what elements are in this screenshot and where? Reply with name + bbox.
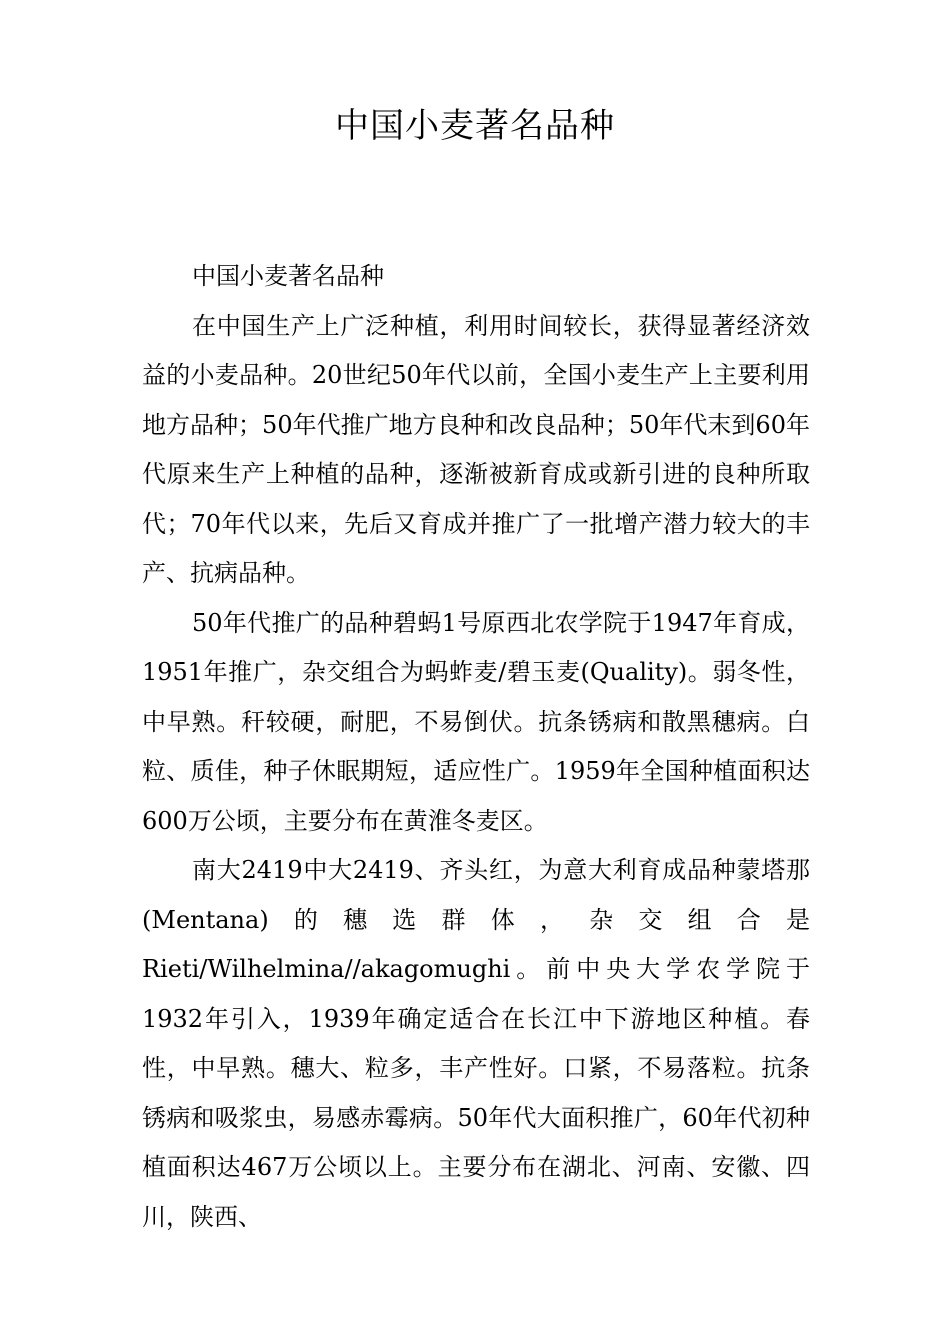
- document-body: [142, 252, 810, 1242]
- bima-paragraph: 50年代推广的品种碧蚂1号原西北农学院于1947年育成，1951年推广，杂交组合为蚂蚱麦/碧玉麦(Quality)。弱冬性，中早熟。秆较硬，耐肥，不易倒伏。抗条锈病和散黑穗病。白粒、质佳，种子休眠期短，适应性广。1959年全国种植面积达600万公顷，主要分布在黄淮冬麦区。: [142, 608, 810, 835]
- nanda-paragraph: 南大2419中大2419、齐头红，为意大利育成品种蒙塔那(Mentana)的穗选群体，杂交组合是Rieti/Wilhelmina//akagomughi。前中央大学农学院于1932年引入，1939年确定适合在长江中下游地区种植。春性，中早熟。穗大、粒多，丰产性好。口紧，不易落粒。抗条锈病和吸浆虫，易感赤霉病。50年代大面积推广，60年代初种植面积达467万公顷以上。主要分布在湖北、河南、安徽、四川，陕西、: [142, 856, 810, 1231]
- intro-paragraph: 在中国生产上广泛种植，利用时间较长，获得显著经济效益的小麦品种。20世纪50年代以前，全国小麦生产上主要利用地方品种；50年代推广地方良种和改良品种；50年代末到60年代原来生产上种植的品种，逐渐被新育成或新引进的良种所取代；70年代以来，先后又育成并推广了一批增产潜力较大的丰产、抗病品种。: [142, 311, 810, 587]
- document-title: 中国小麦著名品种: [335, 106, 615, 146]
- subtitle-paragraph: 中国小麦著名品种: [192, 262, 384, 290]
